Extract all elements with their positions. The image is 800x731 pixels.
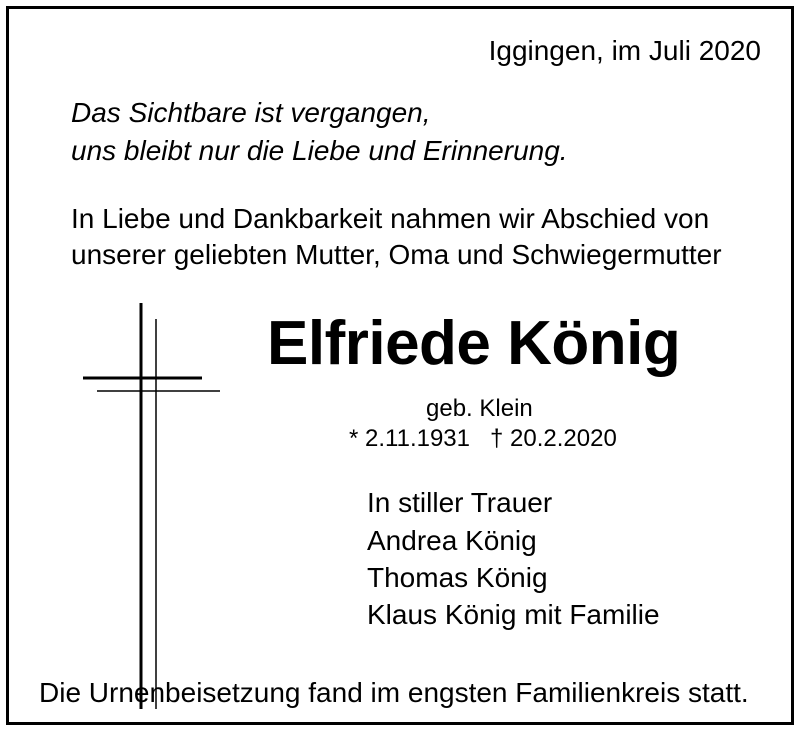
mourner-name: Thomas König xyxy=(367,562,548,593)
intro-line-1: In Liebe und Dankbarkeit nahmen wir Abschied von xyxy=(71,203,710,234)
footer-note: Die Urnenbeisetzung fand im engsten Familienkreis statt. xyxy=(39,677,749,708)
quote-line-2: uns bleibt nur die Liebe und Erinnerung. xyxy=(71,135,568,166)
deceased-name: Elfriede König xyxy=(267,309,681,378)
birth-name: geb. Klein xyxy=(426,395,533,422)
intro-line-2: unserer geliebten Mutter, Oma und Schwiegermutter xyxy=(71,239,722,270)
life-dates: * 2.11.1931 † 20.2.2020 xyxy=(349,425,617,452)
obituary-card xyxy=(6,6,794,725)
mourner-name: Andrea König xyxy=(367,525,537,556)
place-date: Iggingen, im Juli 2020 xyxy=(488,35,761,66)
mourner-name: Klaus König mit Familie xyxy=(367,599,660,630)
quote-line-1: Das Sichtbare ist vergangen, xyxy=(71,97,431,128)
mourners-heading: In stiller Trauer xyxy=(367,487,553,518)
